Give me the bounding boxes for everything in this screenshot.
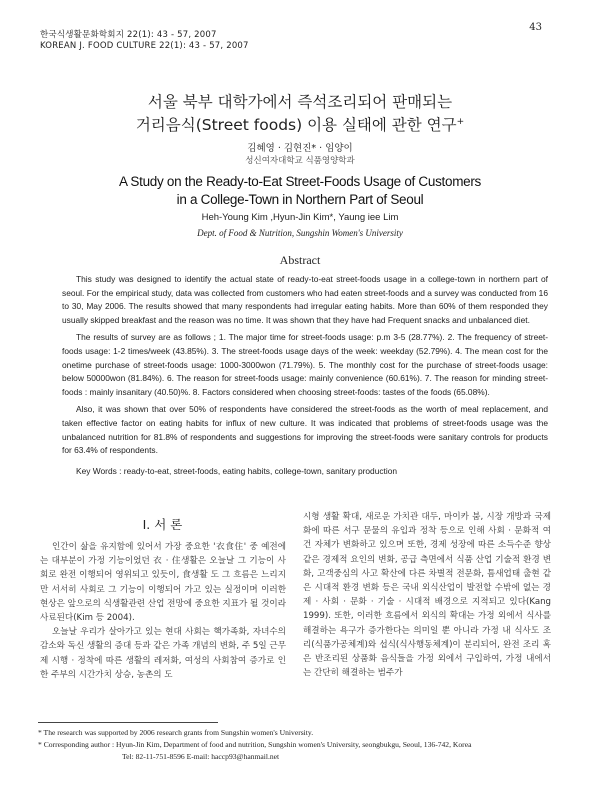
title-ko-text: 거리음식(Street foods) 이용 실태에 관한 연구	[135, 116, 457, 134]
title-ko-line1: 서울 북부 대학가에서 즉석조리되어 판매되는	[147, 93, 453, 111]
intro-paragraph-1: 인간이 삶을 유지함에 있어서 가장 중요한 '衣食住' 중 예전에는 대부분이 가정 기능이었던 衣 · 住생활은 오늘날 그 기능이 사회로 완전 이행되어 영위되고 있듯이, 食생활 도 그 흐름은 느리지만 서서히 사회로 그 기능이 이행되어 가고 있는 실정이며 이러한 현상은 앞으로의 식생활관련 산업 전망에 중요한 지표가 될 것이라 사료된다(Kim 등 2004).	[40, 542, 286, 624]
abstract-paragraph-3: Also, it was shown that over 50% of respondents have considered the street-foods as the worth of meal replacement, and taken effective factor on eating habits for influx of new culture. It was indicated that problems of street-foods usage was the unbalanced nutrition for 81.8% of respondents and suggestions for improving the street-foods were sanitary controls for products for 63.4% of respondents.	[62, 404, 548, 456]
keywords: Key Words : ready-to-eat, street-foods, eating habits, college-town, sanitary production	[76, 466, 398, 476]
left-column	[40, 540, 286, 682]
footnote-funding: * The research was supported by 2006 research grants from Sungshin women's University.	[38, 728, 314, 737]
journal-citation-ko: 한국식생활문화학회지 22(1): 43 - 57, 2007	[40, 30, 217, 40]
authors-ko: 김혜영 · 김현진* · 임양이	[247, 143, 353, 154]
intro-paragraph-2: 오늘날 우리가 살아가고 있는 현대 사회는 핵가족화, 자녀수의 감소와 독신 생활의 증대 등과 같은 가족 개념의 변화, 주 5일 근무제 시행 · 정착에 따른 생활의 레저화, 여성의 사회참여 증가로 인한 주부의 시간가치 상승, 농촌의 도	[40, 627, 286, 680]
abstract-heading: Abstract	[279, 253, 321, 267]
title-en-line1: A Study on the Ready-to-Eat Street-Foods Usage of Customers	[119, 174, 481, 189]
page-number: 43	[529, 22, 542, 33]
intro-paragraph-3: 시형 생활 확대, 새로운 가치관 대두, 마이카 붐, 시장 개방과 국제화에 따른 서구 문물의 유입과 정착 등으로 인해 사회 · 문화적 여건 자체가 변화하고 있으며 또한, 경제 성장에 따른 소득수준 향상 같은 경제적 요인의 변화, 공급 측면에서 식품 산업 기술적 환경 변화, 고객중심의 사고 확산에 다른 차별적 전문화, 틈새업태 출현 같은 시대적 환경 변화 등은 국내 외식산업이 발전할 수밖에 없는 경제 · 사회 · 문화 · 기술 · 시대적 배경으로 지적되고 있다(Kang 1999). 또한, 이러한 흐름에서 외식의 확대는 가정 외에서 식사를 해결하는 욕구가 증가한다는 의미일 뿐 아니라 가정 내 식사도 조리(식품가공체계)와 섭식(식사행동체계)이 분리되어, 완전 조리 혹은 반조리된 상품화 음식들을 가정 외에서 구입하여, 가정 내에서는 간단히 해결하는 범주가	[303, 512, 551, 679]
abstract-body	[62, 273, 548, 458]
footnote-contact: Tel: 82-11-751-8596 E-mail: haccp93@hanmail.net	[122, 752, 280, 761]
affiliation-ko: 성신여자대학교 식품영양학과	[245, 156, 355, 166]
title-ko-line2	[0, 113, 600, 135]
section-heading-intro: I. 서 론	[142, 517, 183, 532]
affiliation-en: Dept. of Food & Nutrition, Sungshin Women's University	[197, 228, 403, 238]
footnote-corresponding-author: * Corresponding author : Hyun-Jin Kim, Department of food and nutrition, Sungshin women's University, seongbukgu, Seoul, 136-742, Korea	[38, 740, 472, 749]
abstract-paragraph-1: This study was designed to identify the actual state of ready-to-eat street-foods usage in a college-town in northern part of seoul. For the empirical study, data was collected from customers who had eaten street-foods and a survey was conducted from 16 to 30, May 2006. The results showed that many respondents had irregular eating habits. More than 60% of them responded they usually skipped breakfast and the reason was no time. It was shown that they have had Frequent snacks and unbalanced diet.	[62, 274, 548, 325]
title-footnote-mark: +	[456, 116, 465, 127]
abstract-paragraph-2: The results of survey are as follows ; 1. The major time for street-foods usage: p.m 3-5 (28.77%). 2. The frequency of street-foods usage: 1-2 times/week (43.85%). 3. The street-foods usage days of the week: weekday (52.79%). 4. The mean cost for the onetime purchase of street-foods usage: 1000-3000won (71.79%). 5. The monthly cost for the purchase of street-foods usage: below 50000won (81.84%). 6. The reason for street-foods usage: mainly convenience (60.61%). 7. The reason for minding street-foods : mainly insanitary (40.50)%. 8. Factors considered when choosing street-foods: tastes of the foods (65.08%).	[62, 332, 548, 397]
authors-en: Heh-Young Kim ,Hyun-Jin Kim*, Yaung iee Lim	[201, 212, 399, 223]
journal-citation-en: KOREAN J. FOOD CULTURE 22(1): 43 - 57, 2007	[40, 41, 249, 51]
right-column	[303, 510, 551, 680]
title-en-line2: in a College-Town in Northern Part of Seoul	[176, 192, 424, 207]
footnote-divider	[38, 722, 218, 723]
